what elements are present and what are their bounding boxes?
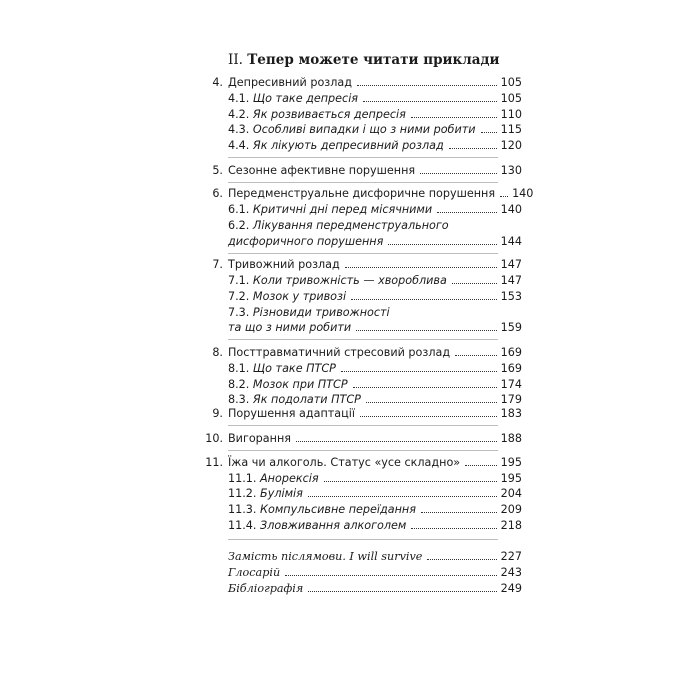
section-title: Як лікують депресивний розлад [252,139,444,152]
leader-dots [420,173,497,174]
toc-section-7-2[interactable] [190,289,522,304]
section-title: Різновиди тривожності [252,306,390,319]
section-number: 8.1. [228,362,250,375]
leader-dots [455,355,497,356]
leader-dots [308,591,496,592]
section-title-continued: дисфоричного порушення [228,235,384,248]
toc-section-4-3[interactable] [190,122,522,137]
page-number: 105 [500,92,522,105]
leader-dots [351,299,497,300]
page-number: 169 [500,362,522,375]
page-number: 249 [500,582,522,595]
toc-section-11-4[interactable] [190,518,522,533]
page-number: 105 [500,76,522,89]
section-number: 7.2. [228,290,250,303]
section-number: 6.1. [228,203,250,216]
toc-chapter-5[interactable] [190,163,522,178]
leader-dots [345,267,497,268]
leader-dots [481,132,497,133]
section-title: Мозок у тривозі [252,290,347,303]
page-number: 147 [500,258,522,271]
chapter-number: 7. [212,258,223,271]
toc-bibliography[interactable] [190,581,522,596]
page-number: 218 [500,519,522,532]
toc-section-11-3[interactable] [190,502,522,517]
toc-section-7-1[interactable] [190,273,522,288]
chapter-title: Передменструальне дисфоричне порушення [228,187,496,200]
leader-dots [452,283,497,284]
page-number: 159 [500,321,522,334]
chapter-number: 4. [212,76,223,89]
section-title: Що таке депресія [252,92,359,105]
leader-dots [363,101,497,102]
section-number: 11.1. [228,472,257,485]
section-title: Булімія [260,487,303,500]
section-title: Зловживання алкоголем [260,519,407,532]
toc-section-6-2[interactable] [190,218,522,233]
part-title [228,52,500,68]
divider [228,253,498,254]
chapter-title: Посттравматичний стресовий розлад [228,346,451,359]
section-title: Особливі випадки і що з ними робити [252,123,476,136]
part-title-text: Тепер можете читати приклади [247,52,500,68]
divider [228,182,498,183]
page-number: 195 [500,472,522,485]
page-number: 115 [500,123,522,136]
toc-chapter-8[interactable] [190,345,522,360]
leader-dots [357,85,497,86]
chapter-number: 9. [212,407,223,420]
chapter-title: Вигорання [228,432,291,445]
toc-chapter-9[interactable] [190,406,522,421]
page-number: 243 [500,566,522,579]
page-number: 110 [500,108,522,121]
page-number: 209 [500,503,522,516]
page-number: 153 [500,290,522,303]
chapter-title: Їжа чи алкоголь. Статус «усе складно» [228,456,461,469]
leader-dots [500,196,508,197]
toc-section-6-2-cont[interactable] [190,234,522,249]
toc-section-7-3[interactable] [190,305,522,320]
page-number: 144 [500,235,522,248]
toc-section-4-4[interactable] [190,138,522,153]
afterword-title: Замість післямови. I will survive [228,550,423,563]
page-number: 227 [500,550,522,563]
section-number: 8.3. [228,393,250,406]
leader-dots [308,496,497,497]
page-number: 195 [500,456,522,469]
chapter-title: Депресивний розлад [228,76,352,89]
toc-section-4-1[interactable] [190,91,522,106]
toc-section-7-3-cont[interactable] [190,320,522,335]
chapter-number: 5. [212,164,223,177]
section-number: 7.1. [228,274,250,287]
toc-chapter-7[interactable] [190,257,522,272]
page-number: 179 [500,393,522,406]
leader-dots [437,212,497,213]
page-number: 140 [512,187,534,200]
toc-section-11-2[interactable] [190,486,522,501]
chapter-number: 6. [212,187,223,200]
leader-dots [465,465,496,466]
chapter-title: Тривожний розлад [228,258,340,271]
glossary-title: Глосарій [228,566,281,579]
section-title: Лікування передменструального [252,219,449,232]
leader-dots [427,559,496,560]
page-number: 120 [500,139,522,152]
section-title: Коли тривожність — хвороблива [252,274,447,287]
section-number: 8.2. [228,378,250,391]
leader-dots [353,387,497,388]
toc-afterword[interactable] [190,549,522,564]
toc-chapter-4[interactable] [190,75,522,90]
divider [228,157,498,158]
divider [228,339,498,340]
section-title: Компульсивне переїдання [260,503,416,516]
leader-dots [341,371,497,372]
section-number: 7.3. [228,306,250,319]
toc-section-11-1[interactable] [190,471,522,486]
leader-dots [449,148,497,149]
section-title: Мозок при ПТСР [252,378,348,391]
leader-dots [366,402,497,403]
toc-section-8-2[interactable] [190,377,522,392]
leader-dots [296,441,497,442]
chapter-title: Порушення адаптації [228,407,355,420]
chapter-title: Сезонне афективне порушення [228,164,416,177]
part-roman-numeral: II. [228,52,243,68]
page-number: 147 [500,274,522,287]
toc-chapter-10[interactable] [190,431,522,446]
page-number: 188 [500,432,522,445]
chapter-number: 10. [205,432,223,445]
section-number: 4.2. [228,108,250,121]
leader-dots [360,416,497,417]
toc-chapter-11[interactable] [190,455,522,470]
bibliography-title: Бібліографія [228,582,304,595]
chapter-number: 8. [212,346,223,359]
leader-dots [324,481,497,482]
section-title: Як подолати ПТСР [252,393,361,406]
leader-dots [411,528,496,529]
section-number: 11.3. [228,503,257,516]
leader-dots [285,575,496,576]
toc-section-4-2[interactable] [190,107,522,122]
section-number: 6.2. [228,219,250,232]
divider [228,425,498,426]
section-number: 11.2. [228,487,257,500]
divider [228,450,498,451]
toc-section-8-3[interactable] [190,392,522,407]
page-number: 130 [500,164,522,177]
section-number: 4.3. [228,123,250,136]
divider [228,539,498,540]
toc-section-8-1[interactable] [190,361,522,376]
section-title-continued: та що з ними робити [228,321,352,334]
leader-dots [388,244,496,245]
toc-section-6-1[interactable] [190,202,522,217]
leader-dots [421,512,497,513]
section-number: 4.1. [228,92,250,105]
page-number: 169 [500,346,522,359]
chapter-number: 11. [205,456,223,469]
leader-dots [411,117,497,118]
section-title: Як розвивається депресія [252,108,406,121]
section-number: 4.4. [228,139,250,152]
leader-dots [356,330,497,331]
page-number: 204 [500,487,522,500]
page-number: 174 [500,378,522,391]
section-title: Що таке ПТСР [252,362,336,375]
page-number: 183 [500,407,522,420]
section-number: 11.4. [228,519,257,532]
section-title: Анорексія [260,472,319,485]
section-title: Критичні дні перед місячними [252,203,433,216]
toc-glossary[interactable] [190,565,522,580]
page-number: 140 [500,203,522,216]
toc-chapter-6[interactable] [190,186,534,201]
